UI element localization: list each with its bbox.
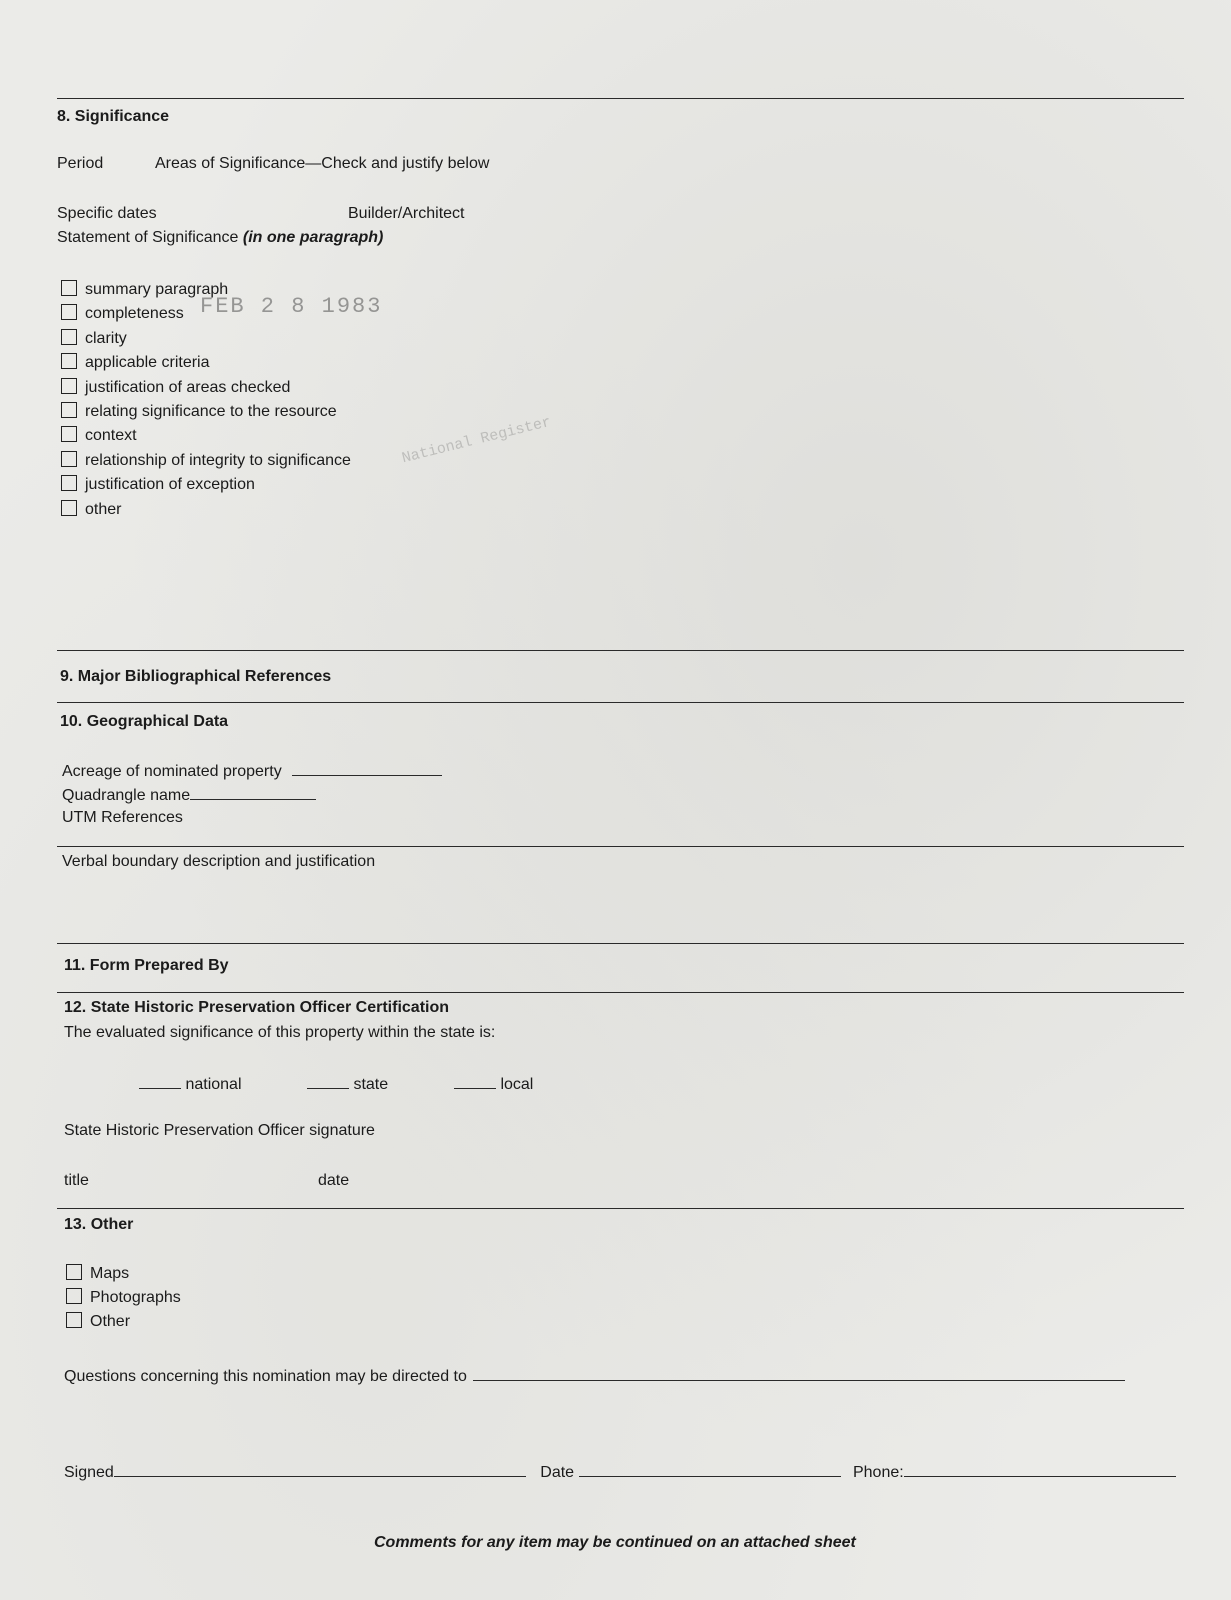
level-state-row xyxy=(307,1074,388,1094)
other-check-label: Other xyxy=(90,1313,131,1330)
signed-field[interactable] xyxy=(114,1462,526,1477)
ghost-stamp: National Register xyxy=(400,413,553,468)
footer-note: Comments for any item may be continued on an attached sheet xyxy=(374,1534,856,1551)
boundary-description-label: Verbal boundary description and justification xyxy=(62,853,376,870)
significance-check-item[interactable] xyxy=(61,378,290,397)
other-check-item[interactable] xyxy=(66,1312,130,1331)
significance-check-label: applicable criteria xyxy=(85,354,210,372)
date-label: Date xyxy=(540,1464,575,1481)
other-check-item[interactable] xyxy=(66,1264,129,1283)
other-check-item[interactable] xyxy=(66,1288,181,1307)
quadrangle-row xyxy=(62,785,316,805)
significance-check-item[interactable] xyxy=(61,353,210,372)
significance-check-label: relating significance to the resource xyxy=(85,403,337,420)
statement-of-significance-label xyxy=(57,229,383,247)
questions-contact-field[interactable] xyxy=(473,1366,1125,1381)
title-label: title xyxy=(64,1172,89,1189)
other-check-label: Photographs xyxy=(90,1289,181,1306)
divider-section11 xyxy=(57,943,1184,944)
significance-check-label: summary paragraph xyxy=(85,281,229,298)
significance-check-item[interactable] xyxy=(61,304,184,323)
national-blank[interactable] xyxy=(139,1074,181,1089)
state-blank[interactable] xyxy=(307,1074,349,1089)
signed-row xyxy=(64,1462,1176,1482)
divider-boundary xyxy=(57,846,1184,847)
section8-heading: 8. Significance xyxy=(57,108,170,125)
significance-check-item[interactable] xyxy=(61,475,255,494)
areas-of-significance-label: Areas of Significance—Check and justify below xyxy=(155,155,490,172)
significance-check-checkbox[interactable] xyxy=(61,451,77,467)
significance-check-label: relationship of integrity to significance xyxy=(85,451,351,469)
divider-top xyxy=(57,98,1184,99)
date-field[interactable] xyxy=(579,1462,841,1477)
quadrangle-field[interactable] xyxy=(190,785,316,800)
date-received-stamp: FEB 2 8 1983 xyxy=(200,294,383,319)
questions-row xyxy=(64,1366,1125,1386)
level-local-label: local xyxy=(500,1076,534,1093)
significance-check-item[interactable] xyxy=(61,426,137,445)
period-label: Period xyxy=(57,155,104,172)
shpo-signature-label: State Historic Preservation Officer signature xyxy=(64,1122,375,1139)
significance-check-checkbox[interactable] xyxy=(61,304,77,320)
local-blank[interactable] xyxy=(454,1074,496,1089)
level-local-row xyxy=(454,1074,533,1094)
significance-check-item[interactable] xyxy=(61,500,121,519)
significance-check-item[interactable] xyxy=(61,451,351,470)
section9-heading: 9. Major Bibliographical References xyxy=(60,668,332,685)
divider-section13 xyxy=(57,1208,1184,1209)
acreage-label: Acreage of nominated property xyxy=(62,763,282,780)
divider-section12 xyxy=(57,992,1184,993)
statement-note: (in one paragraph) xyxy=(242,229,384,246)
other-check-checkbox[interactable] xyxy=(66,1264,82,1280)
significance-check-checkbox[interactable] xyxy=(61,280,77,296)
significance-check-label: justification of areas checked xyxy=(85,378,291,396)
date-label-shpo: date xyxy=(318,1172,350,1189)
significance-check-checkbox[interactable] xyxy=(61,353,77,369)
significance-check-checkbox[interactable] xyxy=(61,378,77,394)
significance-check-label: justification of exception xyxy=(85,476,255,494)
significance-check-checkbox[interactable] xyxy=(61,329,77,345)
significance-check-checkbox[interactable] xyxy=(61,475,77,491)
other-check-checkbox[interactable] xyxy=(66,1312,82,1328)
quadrangle-label: Quadrangle name xyxy=(62,787,191,804)
statement-label: Statement of Significance xyxy=(57,229,239,246)
level-national-label: national xyxy=(185,1076,242,1093)
significance-check-label: clarity xyxy=(85,329,127,347)
phone-label: Phone: xyxy=(852,1464,904,1481)
specific-dates-label: Specific dates xyxy=(57,205,157,222)
other-check-checkbox[interactable] xyxy=(66,1288,82,1304)
builder-architect-label: Builder/Architect xyxy=(348,205,465,222)
acreage-field[interactable] xyxy=(292,761,442,776)
divider-section9 xyxy=(57,650,1184,651)
acreage-row xyxy=(62,761,442,781)
utm-references-label: UTM References xyxy=(62,809,183,826)
signed-label: Signed xyxy=(64,1464,114,1481)
divider-section10 xyxy=(57,702,1184,703)
questions-label: Questions concerning this nomination may be directed to xyxy=(64,1368,467,1385)
level-national-row xyxy=(139,1074,242,1094)
phone-field[interactable] xyxy=(904,1462,1176,1477)
significance-check-checkbox[interactable] xyxy=(61,500,77,516)
section11-heading: 11. Form Prepared By xyxy=(64,957,229,974)
other-check-label: Maps xyxy=(90,1265,130,1282)
significance-check-checkbox[interactable] xyxy=(61,426,77,442)
significance-check-checkbox[interactable] xyxy=(61,402,77,418)
level-state-label: state xyxy=(353,1076,389,1093)
section13-heading: 13. Other xyxy=(64,1216,134,1233)
section10-heading: 10. Geographical Data xyxy=(60,713,229,730)
significance-check-item[interactable] xyxy=(61,329,127,348)
section12-heading: 12. State Historic Preservation Officer Certification xyxy=(64,999,450,1016)
evaluated-significance-text: The evaluated significance of this property within the state is: xyxy=(64,1024,496,1041)
significance-check-label: context xyxy=(85,427,137,445)
significance-check-item[interactable] xyxy=(61,402,337,421)
significance-check-label: completeness xyxy=(85,305,184,323)
significance-check-label: other xyxy=(85,500,122,518)
